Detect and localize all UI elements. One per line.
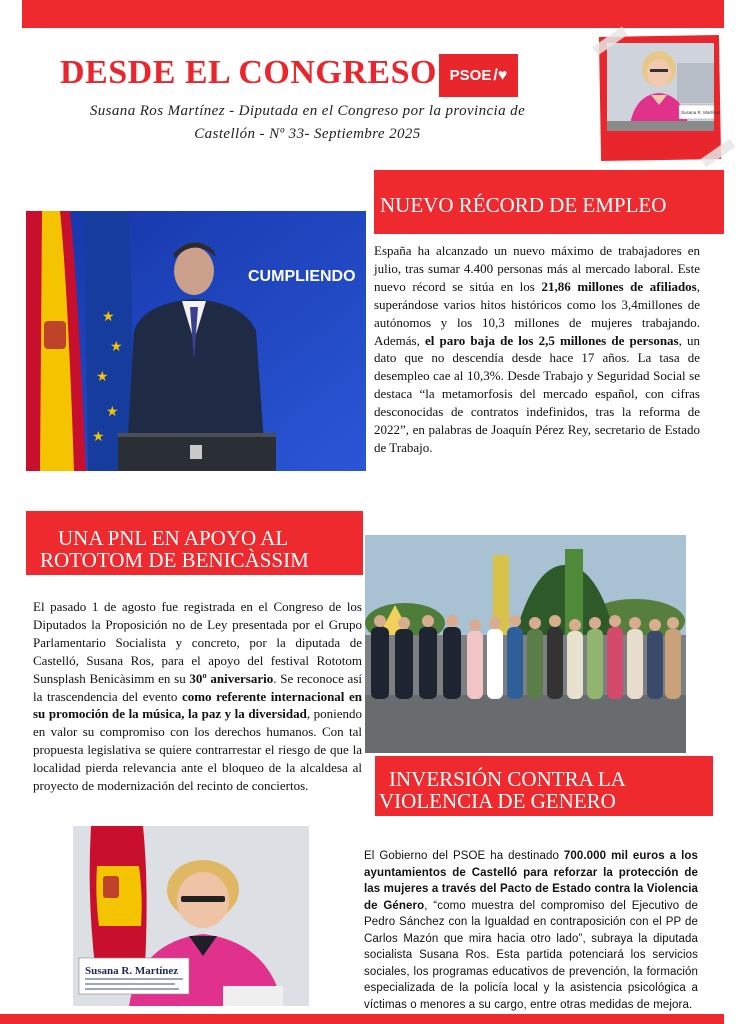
newsletter-subtitle [30, 100, 585, 148]
svg-text:★: ★ [96, 369, 109, 385]
employment-text-3: , un dato que no descendía desde hace 17 años. La tasa de desempleo cae al 10,3%. Desde Trabajo y Seguridad Social se destaca “la metamorfosis del mercado español, con cifras desconocidas de contratos indefinidos, tras la reforma de 2022”, en palabras de Joaquín Pérez Rey, secretario de Estado de Trabajo. [374, 332, 701, 455]
article-employment [374, 242, 700, 457]
psoe-logo-text: PSOE [449, 67, 492, 84]
violence-bold-1: 700.000 mil euros a los ayuntamientos de Castelló para reforzar la protección de las mujeres a través del Pacto de Estado contra la Violencia de Género [364, 850, 698, 912]
heading-pnl-line-2: ROTOTOM DE BENICÀSSIM [40, 548, 309, 572]
heart-icon: /♥ [493, 66, 508, 84]
author-photo [607, 43, 721, 131]
violence-text-2: , “como muestra del compromiso del Ejecutivo de Pedro Sánchez con la Igualdad en contraposición con el PP de Carlos Mazón que mira hacia otro lado”, subraya la diputada socialista Susana Ros. Esta partida potenciará los servicios sociales, los programas educativos de prevención, la formación especializada de la policía local y la asistencia psicológica a víctimas o menores a su cargo, entre otras medidas de mejora. [364, 899, 699, 1011]
rototom-photo-illustration [365, 535, 686, 753]
pnl-text-2: . Se reconoce así la trascendencia del evento [33, 670, 362, 704]
susana-photo-illustration [73, 826, 309, 1006]
author-photo-illustration [607, 43, 721, 131]
article-violence [364, 848, 698, 1013]
susana-ros-photo [73, 826, 309, 1006]
sanchez-photo-illustration [26, 211, 366, 471]
article-pnl [33, 598, 362, 795]
svg-text:★: ★ [106, 404, 119, 420]
svg-text:★: ★ [110, 339, 123, 355]
top-red-bar [22, 0, 724, 28]
rototom-group-photo [365, 535, 686, 753]
heading-pnl-line-1: UNA PNL EN APOYO AL [58, 526, 289, 550]
sanchez-press-photo [26, 211, 366, 471]
employment-bold-1: 21,86 millones de afiliados [541, 278, 697, 294]
employment-bold-2: el paro baja de los 2,5 millones de personas [425, 332, 679, 348]
violence-text-1: El Gobierno del PSOE ha destinado [364, 850, 564, 862]
pnl-bold-2: como referente internacional en su promoción de la música, la paz y la diversidad [33, 688, 362, 722]
svg-text:★: ★ [92, 429, 105, 445]
susana-nameplate: Susana R. Martínez [85, 965, 179, 977]
psoe-logo [439, 54, 518, 97]
pnl-text-1: El pasado 1 de agosto fue registrada en el Congreso de los Diputados la Proposición no de Ley presentada por el Grupo Parlamentario Socialista y concreto, por la diputada de Castelló, Susana Ros, para el apoyo del festival Rototom Sunsplash Benicàsimm en su [33, 599, 362, 686]
newsletter-title: DESDE EL CONGRESO [60, 54, 437, 91]
pnl-text-3: , poniendo en valor su compromiso con los derechos humanos. Con tal propuesta legislativa se quiere contrarrestar el riesgo de que la localidad pierda relevancia ante el bloqueo de la alcaldesa al proyecto de modernización del recinto de conciertos. [33, 706, 363, 794]
cumpliendo-banner: CUMPLIENDO [248, 268, 356, 285]
heading-employment: NUEVO RÉCORD DE EMPLEO [374, 170, 724, 234]
heading-violence-line-1: INVERSIÓN CONTRA LA [389, 767, 626, 791]
author-nameplate: Susana R. Martínez [681, 110, 721, 115]
heading-pnl [26, 511, 363, 575]
bottom-red-bar [0, 1014, 724, 1024]
heading-violence [375, 756, 713, 816]
svg-text:★: ★ [102, 309, 115, 325]
employment-text-1: España ha alcanzado un nuevo máximo de trabajadores en julio, tras sumar 4.400 personas más al mercado laboral. Este nuevo récord se sitúa en los [374, 243, 700, 294]
subtitle-line-1: Susana Ros Martínez - Diputada en el Congreso por la provincia de [89, 103, 526, 119]
employment-text-2: , superándose varios hitos históricos como los 3,4millones de autónomos y los 10,3 millones de mujeres trabajando. Además, [374, 278, 700, 348]
pnl-bold-1: 30º aniversario [189, 670, 274, 686]
heading-violence-line-2: VIOLENCIA DE GENERO [379, 789, 616, 813]
subtitle-line-2: Castellón - Nº 33- Septiembre 2025 [194, 126, 421, 142]
